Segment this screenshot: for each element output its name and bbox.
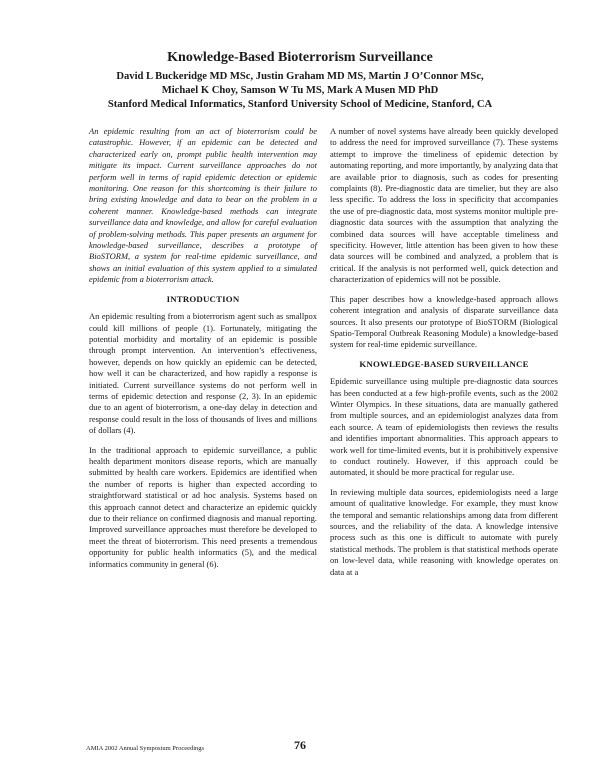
author-line: Michael K Choy, Samson W Tu MS, Mark A Musen MD PhD — [161, 85, 439, 96]
introduction-heading: INTRODUCTION — [166, 293, 240, 304]
page-number: 76 — [294, 738, 306, 752]
right-column — [330, 126, 558, 586]
author-line: David L Buckeridge MD MSc, Justin Graham MD MS, Martin J O’Connor MSc, — [116, 71, 484, 82]
left-column — [89, 126, 317, 578]
section-paragraph: Epidemic surveillance using multiple pre-diagnostic data sources has been conducted at a few high-profile events, such as the 2002 Winter Olympics. In these situations, data are manually gathered from multiple sources, and an epidemiologist analyzes data from each source. A team of epidemiologists then reviews the results and identifies important abnormalities. This approach appears to work well for time-limited events, but it is prohibitively expensive to conduct routinely. However, if this approach could be automated, it should be more practical for regular use. — [330, 376, 558, 478]
body-paragraph: A number of novel systems have already been quickly developed to address the need for improved surveillance (7). These systems attempt to improve the timeliness of epidemic detection by automating reporting, and more importantly, by analyzing data that are available prior to diagnosis, such as codes for presenting complaints (8). Pre-diagnostic data are timelier, but they are also less specific. To address the loss in specificity that accompanies the use of pre-diagnostic data, most systems monitor multiple pre-diagnostic data sources with the assumption that analyzing the combined data sources will have acceptable timeliness and specificity. However, little attention has been given to how these data sources will be combined and analyzed, a problem that is critical. If the analysis is not performed well, quick detection and characterization of epidemics will not be possible. — [330, 126, 558, 285]
footer-proceedings: AMIA 2002 Annual Symposium Proceedings — [86, 745, 205, 752]
section-heading: KNOWLEDGE-BASED SURVEILLANCE — [359, 358, 529, 369]
introduction-paragraph: In the traditional approach to epidemic surveillance, a public health department monitors disease reports, which are manually submitted by health care workers. Epidemics are identified when the number of reports is higher than expected according to straightforward statistical or ad hoc analysis. Systems based on this approach cannot detect and characterize an epidemic quickly due to their reliance on confirmed diagnosis and manual reporting. Improved surveillance approaches must therefore be developed to meet the threat of bioterrorism. This need presents a tremendous opportunity for public health informatics (5), and the medical informatics community in general (6). — [89, 444, 317, 569]
section-paragraph: In reviewing multiple data sources, epidemiologists need a large amount of qualitative knowledge. For example, they must know the temporal and semantic relationships among data from different sources, and the reliability of the data. A knowledge intensive process such as this one is difficult to automate with purely statistical methods. The problem is that statistical methods operate on low-level data, while reasoning with knowledge operates on data at a — [330, 486, 558, 577]
affiliation-line: Stanford Medical Informatics, Stanford University School of Medicine, Stanford, CA — [107, 99, 493, 110]
introduction-paragraph: An epidemic resulting from a bioterrorism agent such as smallpox could kill millions of people (1). Fortunately, mitigating the potential morbidity and mortality of an epidemic is possible through prompt intervention. An intervention’s effectiveness, however, depends on how quickly an epidemic can be detected, how well it can be characterized, and how rapidly a response is initiated. Current surveillance systems do not perform well in terms of epidemic detection and response (2, 3). In an epidemic due to an agent of bioterrorism, a one-day delay in detection and response could result in the loss of thousands of lives and millions of dollars (4). — [89, 311, 317, 436]
abstract: An epidemic resulting from an act of bioterrorism could be catastrophic. However, if an epidemic can be detected and characterized early on, prompt public health intervention may mitigate its impact. Current surveillance approaches do not perform well in terms of rapid epidemic detection or epidemic monitoring. One reason for this shortcoming is their failure to bring existing knowledge and data to bear on the problem in a coherent manner. Knowledge-based methods can integrate surveillance data and knowledge, and allow for careful evaluation of problem-solving methods. This paper presents an argument for knowledge-based surveillance, describes a prototype of BioSTORM, a system for real-time epidemic surveillance, and shows an initial evaluation of this system applied to a simulated epidemic from a bioterrorism attack. — [89, 126, 317, 285]
page-title: Knowledge-Based Bioterrorism Surveillance — [167, 50, 433, 65]
body-paragraph: This paper describes how a knowledge-based approach allows coherent integration and analysis of disparate surveillance data sources. It also presents our prototype of BioSTORM (Biological Spatio-Temporal Outbreak Reasoning Module) a knowledge-based system for real-time epidemic surveillance. — [330, 293, 558, 350]
author-block — [40, 70, 560, 112]
